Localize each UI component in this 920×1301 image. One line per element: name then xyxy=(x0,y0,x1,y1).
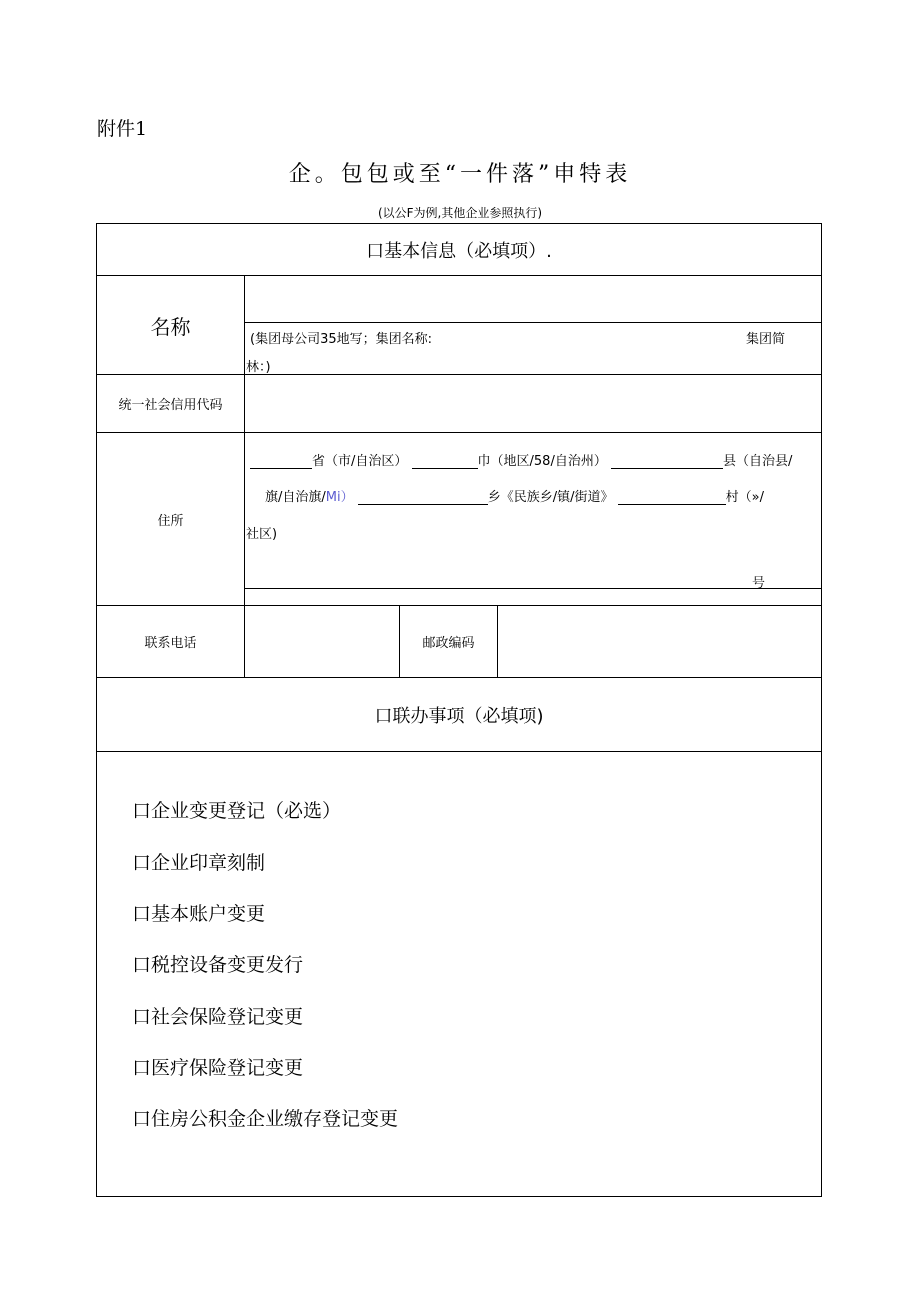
name-input[interactable] xyxy=(245,276,821,322)
address-line-1 xyxy=(250,450,792,469)
attachment-label: 附件1 xyxy=(97,118,148,140)
basic-info-section-title: 口基本信息（必填项）. xyxy=(366,240,552,262)
city-label: 巾（地区/58/自治州） xyxy=(477,454,607,469)
credit-code-label: 统一社会信用代码 xyxy=(118,398,223,413)
banner-mark: Mi） xyxy=(325,490,354,505)
form-subtitle: (以公F为例,其他企业参照执行) xyxy=(377,206,543,220)
street-address-input[interactable] xyxy=(248,550,748,586)
community-label: 社区) xyxy=(246,527,278,542)
form-title: 企。包包或至“一件落”申特表 xyxy=(288,162,632,187)
phone-label: 联系电话 xyxy=(144,636,197,651)
table-border-bottom xyxy=(96,1196,822,1197)
checkbox-tax-device-change[interactable]: 口税控设备变更发行 xyxy=(132,954,304,976)
name-hint: (集团母公司35地写；集团名称: xyxy=(250,332,432,347)
joint-items-section-title: 口联办事项（必填项) xyxy=(374,705,544,727)
checkbox-medical-insurance-change[interactable]: 口医疗保险登记变更 xyxy=(132,1057,304,1079)
postcode-input[interactable] xyxy=(498,606,821,677)
checkbox-seal-engraving[interactable]: 口企业印章刻制 xyxy=(132,852,266,874)
checkbox-basic-account-change[interactable]: 口基本账户变更 xyxy=(132,903,266,925)
group-name-input[interactable] xyxy=(452,327,732,345)
checkbox-enterprise-change-registration[interactable]: 口企业变更登记（必选） xyxy=(132,800,342,822)
address-label: 住所 xyxy=(157,513,184,529)
town-blank[interactable] xyxy=(358,490,488,505)
address-line-2 xyxy=(265,486,764,505)
house-number-label: 号 xyxy=(752,576,766,591)
table-border-right xyxy=(821,223,822,1197)
name-input-divider xyxy=(244,322,822,323)
name-hint-short: 集团简 xyxy=(746,332,786,347)
name-label: 名称 xyxy=(150,314,191,339)
city-blank[interactable] xyxy=(412,454,478,469)
name-hint-end: 林：) xyxy=(246,360,271,375)
row-divider xyxy=(96,751,822,752)
postcode-label: 邮政编码 xyxy=(422,636,475,651)
town-label: 乡《民族乡/镇/街道》 xyxy=(487,490,614,505)
village-blank[interactable] xyxy=(618,490,726,505)
county-label: 县（自治县/ xyxy=(722,454,793,469)
phone-input[interactable] xyxy=(245,606,399,677)
province-label: 省（市/自治区） xyxy=(312,454,408,469)
checkbox-social-insurance-change[interactable]: 口社会保险登记变更 xyxy=(132,1006,304,1028)
county-blank[interactable] xyxy=(611,454,723,469)
province-blank[interactable] xyxy=(250,454,312,469)
banner-label: 旗/自治旗/ xyxy=(265,490,326,505)
credit-code-input[interactable] xyxy=(245,375,821,432)
checkbox-housing-fund-change[interactable]: 口住房公积金企业缴存登记变更 xyxy=(132,1108,399,1130)
address-inner-divider xyxy=(244,588,822,589)
village-label: 村（»/ xyxy=(725,490,764,505)
